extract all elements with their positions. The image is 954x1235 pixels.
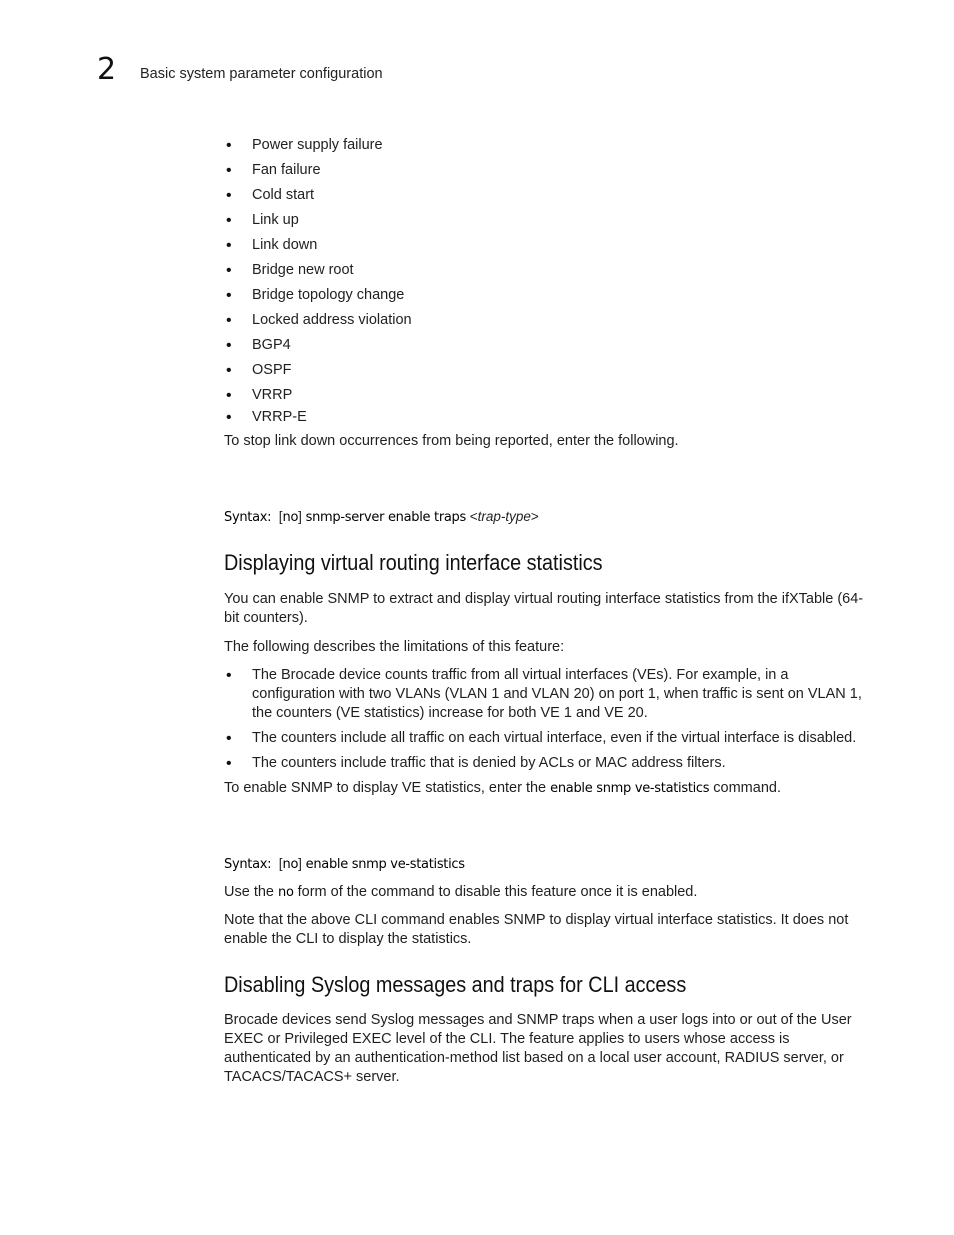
syntax-line-traps	[224, 507, 874, 527]
use-no-paragraph	[224, 883, 874, 902]
list-item: • VRRP	[224, 383, 874, 408]
ve-intro-paragraph: You can enable SNMP to extract and display virtual routing interface statistics from the ifXTable (64-bit counters).	[224, 591, 864, 626]
list-item: • The counters include all traffic on each virtual interface, even if the virtual interface is disabled.	[224, 729, 874, 748]
enable-text-pre: To enable SNMP to display VE statistics, enter the	[224, 780, 551, 796]
list-item: • Link down	[224, 233, 874, 258]
bracket-open: [	[278, 509, 283, 524]
no-keyword: no	[278, 885, 294, 900]
syntax-line-ve	[224, 854, 874, 874]
syntax-command: enable snmp ve-statistics	[305, 857, 465, 872]
list-item: • Bridge new root	[224, 258, 874, 283]
list-item: • The counters include traffic that is denied by ACLs or MAC address filters.	[224, 754, 874, 773]
no-keyword: no	[282, 857, 299, 872]
no-keyword: no	[282, 510, 299, 525]
list-item: • Power supply failure	[224, 133, 874, 158]
section-heading-ve-statistics: Displaying virtual routing interface statistics	[224, 550, 603, 575]
use-no-pre: Use the	[224, 884, 278, 900]
bracket-close: ]	[298, 509, 302, 524]
syntax-label: Syntax:	[224, 510, 272, 525]
param-open: <	[469, 509, 478, 524]
list-item: • The Brocade device counts traffic from all virtual interfaces (VEs). For example, in a configuration with two VLANs (VLAN 1 and VLAN 20) on port 1, when traffic is sent on VLAN 1, the counters (VE statistics) increase for both VE 1 and VE 20.	[224, 666, 874, 723]
trap-type-list	[224, 133, 874, 427]
enable-command: enable snmp ve-statistics	[550, 781, 710, 796]
param-close: >	[530, 509, 539, 524]
chapter-title: Basic system parameter configuration	[140, 66, 383, 82]
bracket-open: [	[278, 856, 283, 871]
bracket-close: ]	[298, 856, 302, 871]
syslog-paragraph: Brocade devices send Syslog messages and SNMP traps when a user logs into or out of the User EXEC or Privileged EXEC level of the CLI. The feature applies to users whose access is authenticated by an authentication-method list based on a local user account, RADIUS server, or TACACS/TACACS+ server.	[224, 1012, 852, 1085]
limitations-list	[224, 666, 874, 773]
list-item: • Cold start	[224, 183, 874, 208]
list-item: • BGP4	[224, 333, 874, 358]
page-content	[224, 133, 874, 1087]
list-item: • VRRP-E	[224, 408, 874, 427]
list-item: • Locked address violation	[224, 308, 874, 333]
enable-ve-paragraph	[224, 779, 874, 798]
syntax-label: Syntax:	[224, 857, 272, 872]
use-no-post: form of the command to disable this feature once it is enabled.	[293, 884, 698, 900]
note-paragraph: Note that the above CLI command enables SNMP to display virtual interface statistics. It does not enable the CLI to display the statistics.	[224, 912, 849, 947]
syntax-parameter: trap-type	[477, 509, 531, 524]
syntax-command: snmp-server enable traps	[305, 510, 466, 525]
chapter-number: 2	[97, 52, 117, 87]
section-heading-syslog: Disabling Syslog messages and traps for CLI access	[224, 972, 687, 997]
limits-intro: The following describes the limitations of this feature:	[224, 639, 565, 655]
list-item: • Fan failure	[224, 158, 874, 183]
stop-link-down-text: To stop link down occurrences from being reported, enter the following.	[224, 433, 679, 449]
list-item: • OSPF	[224, 358, 874, 383]
enable-text-post: command.	[709, 780, 781, 796]
list-item: • Bridge topology change	[224, 283, 874, 308]
list-item: • Link up	[224, 208, 874, 233]
